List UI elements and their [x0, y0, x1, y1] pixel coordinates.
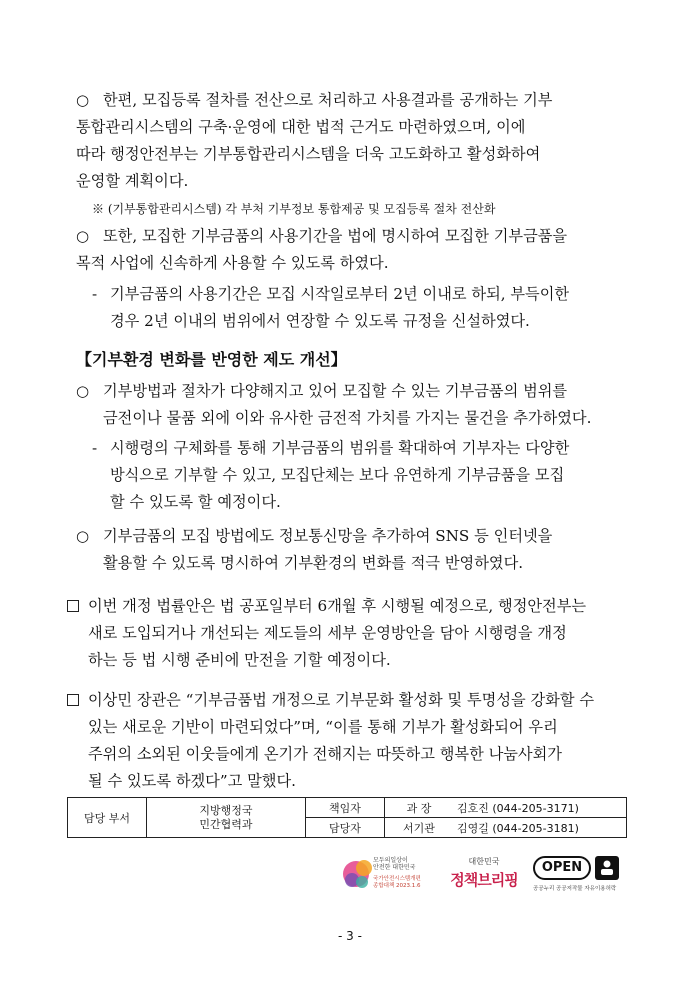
svg-text:국가안전시스템개편: 국가안전시스템개편: [373, 876, 421, 882]
text-line: 새로 도입되거나 개선되는 제도들의 세부 운영방안을 담아 시행령을 개정: [88, 624, 567, 642]
circle-bullet: ○: [76, 227, 90, 245]
dept-name-cell: [147, 798, 306, 838]
text-line: 운영할 계획이다.: [76, 172, 189, 190]
text-line: 활용할 수 있도록 명시하여 기부환경의 변화를 적극 반영하였다.: [103, 554, 524, 572]
text-line: 기부방법과 절차가 다양해지고 있어 모집할 수 있는 기부금품의 범위를: [103, 382, 568, 400]
role-cell: 담당자: [306, 818, 385, 838]
title-cell: 과 장: [385, 798, 454, 818]
svg-text:모두의일상이: 모두의일상이: [373, 857, 408, 864]
safety-emblem-icon: [340, 852, 435, 898]
circle-bullet: ○: [76, 527, 90, 545]
text-line: 통합관리시스템의 구축·운영에 대한 법적 근거도 마련하였으며, 이에: [76, 118, 526, 136]
dept-name-line: 지방행정국: [199, 803, 253, 817]
page-number: - 3 -: [338, 929, 362, 943]
logo-wordmark: 정책브리핑: [450, 871, 518, 889]
square-bullet: [67, 694, 79, 706]
text-line: 따라 행정안전부는 기부통합관리시스템을 더욱 고도화하고 활성화하여: [76, 145, 541, 163]
section-heading: 【기부환경 변화를 반영한 제도 개선】: [76, 350, 347, 369]
text-line: 이상민 장관은 “기부금품법 개정으로 기부문화 활성화 및 투명성을 강화할 수: [88, 691, 595, 709]
policy-briefing-logo: [444, 854, 524, 898]
reference-note: ※ (기부통합관리시스템) 각 부처 기부정보 통합제공 및 모집등록 절차 전산화: [92, 202, 496, 216]
logo-caption: 공공누리 공공저작물 자유이용허락: [533, 886, 617, 892]
footer-logos: [340, 850, 630, 900]
text-line: 한편, 모집등록 절차를 전산으로 처리하고 사용결과를 공개하는 기부: [103, 91, 553, 109]
open-badge: OPEN: [533, 856, 591, 880]
text-line: 기부금품의 모집 방법에도 정보통신망을 추가하여 SNS 등 인터넷을: [103, 527, 553, 545]
text-line: 이번 개정 법률안은 법 공포일부터 6개월 후 시행될 예정으로, 행정안전부는: [88, 597, 587, 615]
text-line: 할 수 있도록 할 예정이다.: [110, 493, 281, 511]
logo-caption: 대한민국: [468, 857, 500, 866]
text-line: 금전이나 물품 외에 이와 유사한 금전적 가치를 가지는 물건을 추가하였다.: [103, 409, 592, 427]
dash-bullet: -: [92, 285, 98, 303]
circle-bullet: ○: [76, 91, 90, 109]
attribution-icon: [595, 856, 619, 880]
text-line: 하는 등 법 시행 준비에 만전을 기할 예정이다.: [88, 651, 391, 669]
national-safety-system-logo: [340, 852, 435, 898]
square-bullet: [67, 600, 79, 612]
role-cell: 책임자: [306, 798, 385, 818]
circle-bullet: ○: [76, 382, 90, 400]
table-row: [68, 798, 627, 818]
person-cell: 김영길 (044-205-3181): [453, 818, 627, 838]
dash-bullet: -: [92, 439, 98, 457]
text-line: 될 수 있도록 하겠다”고 말했다.: [88, 772, 296, 790]
title-cell: 서기관: [385, 818, 454, 838]
text-line: 주위의 소외된 이웃들에게 온기가 전해지는 따뜻하고 행복한 나눔사회가: [88, 745, 562, 763]
svg-text:안전한 대한민국: 안전한 대한민국: [373, 864, 416, 871]
dept-name-line: 민간협력과: [199, 817, 253, 831]
dept-label-cell: 담당 부서: [68, 798, 147, 838]
text-line: 경우 2년 이내의 범위에서 연장할 수 있도록 규정을 신설하였다.: [110, 312, 530, 330]
contact-table: [67, 797, 627, 838]
svg-text:종합대책 2023.1.6: 종합대책 2023.1.6: [373, 883, 421, 889]
text-line: 방식으로 기부할 수 있고, 모집단체는 보다 유연하게 기부금품을 모집: [110, 466, 565, 484]
text-line: 있는 새로운 기반이 마련되었다”며, “이를 통해 기부가 활성화되어 우리: [88, 718, 558, 736]
text-line: 기부금품의 사용기간은 모집 시작일로부터 2년 이내로 하되, 부득이한: [110, 285, 570, 303]
text-line: 시행령의 구체화를 통해 기부금품의 범위를 확대하여 기부자는 다양한: [110, 439, 570, 457]
text-line: 또한, 모집한 기부금품의 사용기간을 법에 명시하여 모집한 기부금품을: [103, 227, 568, 245]
kogl-open-logo: [533, 856, 628, 896]
text-line: 목적 사업에 신속하게 사용할 수 있도록 하였다.: [76, 254, 389, 272]
person-cell: 김호진 (044-205-3171): [453, 798, 627, 818]
